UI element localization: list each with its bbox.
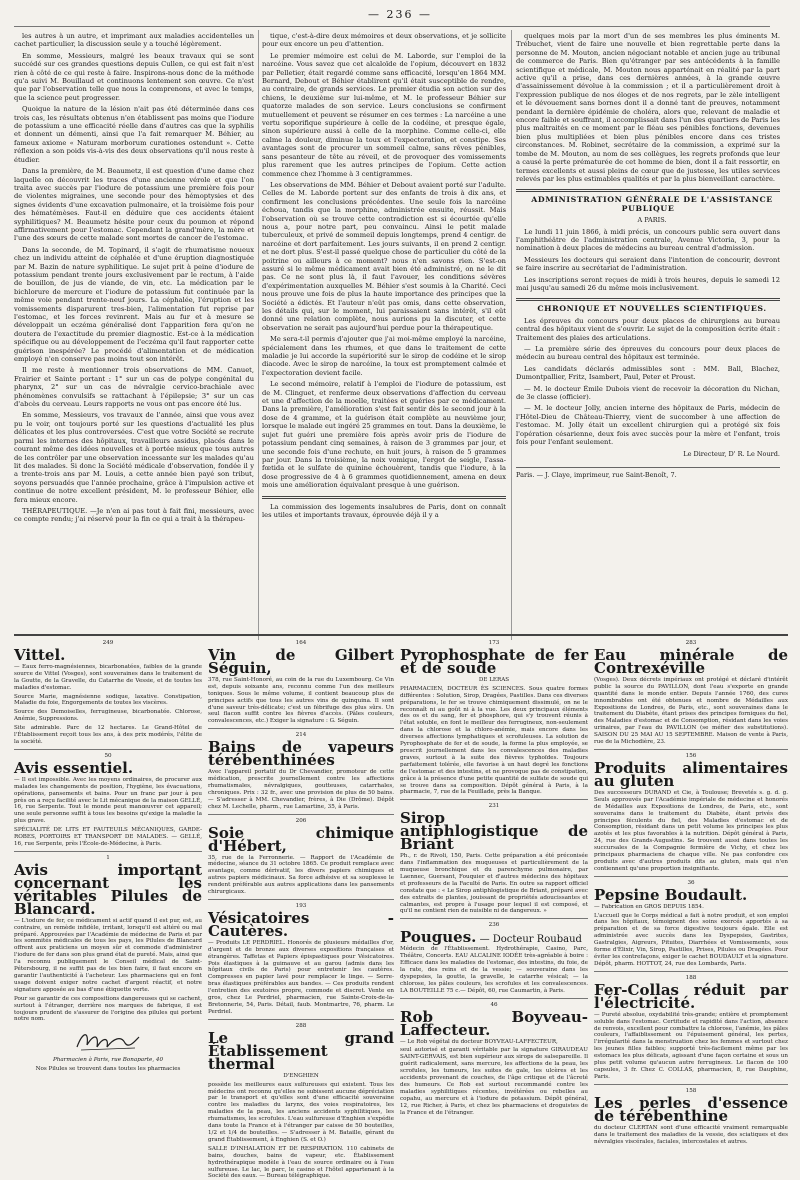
ad-text: possède les meilleures eaux sulfureuses qui existent. Tous les médecins ont reconnu qu'elles ne subissent aucune dépréciation par le transport et qu'elles sont d'une efficacité souveraine contre les maladies du larynx, des voies respiratoires, les maladies de la peau, les anciens accidents syphilitiques, les rhumatismes, les scrofules. L'eau sulfureuse d'Enghien s'expédie dans toute la France et à l'étranger par caisse de 50 bouteilles, 1/2 et 1/4 de bouteilles. — S'adresser à M. Bataille, gérant du grand Établissement, à Enghien (S. et O.) [208, 1081, 394, 1143]
ad-number: 158 [685, 1087, 697, 1094]
paragraph: — M. le docteur Émile Dubois vient de recevoir la décoration du Nichan, de 3e classe (officier). [516, 384, 780, 402]
ad-separator [400, 799, 588, 800]
signature-image [73, 1027, 143, 1053]
section-subheading: A PARIS. [637, 216, 667, 225]
ad-text: — Pureté absolue, oxydabilité très-grande; entière et promptement soluble dans l'estomac. Certitude et rapidité dans l'action, absence de renvois, excellent pour combattre la chlorose, l'anémie, les pâles couleurs, l'affaiblissement ou l'épuisement général, les pertes, l'irrégularité dans la menstruation chez les femmes et surtout chez les jeunes filles faibles; supporté très-facilement même par les estomacs les plus délicats, agissant d'une façon certaine et sous un plus petit volume qu'aucun autre ferrugineux. Le flacon de 100 capsules, 3 fr. Chez C. COLLAS, pharmacien, 8, rue Dauphine, Paris. [594, 1011, 788, 1080]
ad-column-4 [594, 640, 788, 1165]
paragraph: Les observations de MM. Béhier et Debout avaient porté sur l'adulte. Celles de M. Laborde portent sur des enfants de trois à dix ans, et confirment les conclusions précédentes. Une seule fois la narcéine échoua, tandis que la morphine, administrée ensuite, réussit. Mais l'observation où se trouve cette contradiction est si écourtée qu'elle nous a, pour notre part, peu convaincu. Ainsi le petit malade tuberculeux, et privé de sommeil depuis longtemps, prend 4 centigr. de narcéine et dort parfaitement. Les jours suivants, il en prend 2 centigr. et ne dort plus. S'est-il passé quelque chose de particulier du côté de la poitrine ou ailleurs à ce moment? nous n'en savons rien. S'est-on assuré si le même médicament avait bien été administré, on ne le dit pas. Ce ne sont plus là, il faut l'avouer, les conditions sévères d'expérimentation auxquelles M. Béhier s'est soumis à la Charité. Ceci nous prouve une fois de plus la haute importance des principes que la Société a édictés. Et l'auteur n'eût pas omis, dans cette observation, les détails qui, sur le moment, lui paraissaient sans intérêt, s'il eût donné une relation complète, nous aurions pu la discuter, et cette observation ne serait pas aujourd'hui perdue pour la thérapeutique. [262, 180, 506, 332]
ad-text: Site admirable. Parc de 12 hectares. Le Grand-Hôtel de l'Établissement reçoit tous les ans, à des prix modérés, l'élite de la société. [14, 725, 202, 745]
column-divider [511, 30, 512, 640]
advertisement-rule [14, 634, 788, 636]
ad-separator [594, 1084, 788, 1085]
ad-text: 378, rue Saint-Honoré, au coin de la rue du Luxembourg. Ce Vin est, depuis soixante ans, reconnu comme l'un des meilleurs toniques. Sous le même volume, il contient beaucoup plus de principes actifs que tous les autres vins de quinquina. Il sont d'une saveur très-délicate; c'est un fébrifuge des plus sûrs. Un seul flacon suffit contre les fièvres d'accès. (Pâles couleurs, convalescences, etc.) Exiger la signature : G. Séguin. [208, 676, 394, 725]
paragraph: Dans la seconde, de M. Topinard, il s'agit de rhumatisme noueux chez un individu atteint de céphalée et d'une éruption diagnostiquée par M. Bazin de nature syphilitique. Le sujet prit à peine d'iodure de potassium pendant trente jours exclusivement par le rectum, à l'aide de bouillon, de jus de viande, de vin, etc. La médication par le bichlorure de mercure et l'iodure de potassium fut continuée par la même voie pendant trente-neuf jours. La céphalée, l'éruption et les vomissements disparurent tres-bien, l'alimentation fut reprise par l'estomac, et les forces revinrent. Mais au fur et à mesure se développait un eczéma généralisé dont l'apparition fera qu'on ne doutera de l'exactitude du premier diagnostic. Est-ce à la médication spécifique ou au développement de l'eczéma qu'il faut rapporter cette guérison inespérée? Le procédé d'alimentation et de médication employé n'en conserve pas moins tout son intérêt. [14, 245, 254, 364]
ad-separator [208, 728, 394, 729]
ad-text: Source des Demoiselles, ferrugineuse, bicarbonatée. Chlorose, Anémie, Suppressions. [14, 709, 202, 723]
ad-title: Rob Boyveau-Laffecteur. [400, 1007, 588, 1039]
ad-text: PHARMACIEN, DOCTEUR ÈS SCIENCES. Sous quatre formes différentes : Solution, Sirop, Dragées, Pastilles. Dans ces diverses préparations, le fer se trouve chimiquement dissimulé, on ne le reconnaît ni au goût ni à la vue. Les deux principaux éléments des os et du sang, fer et phosphore, qui s'y trouvent réunis à l'état soluble, en font le meilleur des ferrugineux, non-seulement dans la chlorose et la chloro-anémie, mais encore dans les diverses affections lymphatiques et scrofuleuses. La solution de Pyrophosphate de fer et de soude, la forme la plus employée, se prescrit journellement dans les convalescences des maladies graves, surtout à la suite des fièvres typhoïdes. Toujours parfaitement tolérée, elle favorise à un haut degré les fonctions de l'estomac et des intestins, et ne provoque pas de constipation, grâce à la présence d'une petite quantité de sulfate de soude qui se trouve dans sa composition. Dépôt général à Paris, à la pharmacie, 7, rue de la Feuillade, près la Banque. [400, 685, 588, 796]
ad-number: 231 [488, 803, 500, 810]
ad-number: 188 [685, 974, 697, 981]
paragraph: Quoique la nature de la lésion n'ait pas été déterminée dans ces trois cas, les résultats obtenus n'en établissent pas moins que l'iodure de potassium a une efficacité réelle dans d'autres cas que la syphilis et donnent un démenti, ainsi que l'a fait remarquer M. Béhier, au fameux axiome « Naturam morborum curationes ostendunt ». Cette réflexion a son poids vis-à-vis des deux observations qu'il nous reste à étudier. [14, 105, 254, 164]
ad-text: — L'iodure de fer, ce médicament si actif quand il est pur, est, au contraire, un remède infidèle, irritant, lorsqu'il est altéré ou mal préparé. Approuvées par l'Académie de médecine de Paris et par les sommités médicales de tous les pays, les Pilules de Blancard offrent aux praticiens un moyen sûr et commode d'administrer l'iodure de fer dans son plus grand état de pureté. Mais, ainsi que l'a reconnu publiquement le Conseil médical de Saint-Pétersbourg, il ne suffit pas de les bien faire, il faut encore en garantir l'authenticité à l'acheteur. Les pharmaciens qui en font usage doivent exiger notre cachet d'argent réactif, et notre signature apposée au bas d'une étiquette verte. [14, 917, 202, 993]
ad-text: seul autorisé et garanti véritable par la signature GIRAUDEAU SAINT-GERVAIS, est bien supérieur aux sirops de salsepareille. Il guérit radicalement, sans mercure, les affections de la peau, les scrofules, les tumeurs, les suites de gale, les ulcères et les accidents provenant de couches, de l'âge critique et de l'âcreté des humeurs. Ce Rob est surtout recommandé contre les maladies syphilitiques récentes, invétérées ou rebelles au copahu, au mercure et à l'iodure de potassium. Dépôt général, 12, rue Richer, à Paris, et chez les pharmaciens et droguistes de la France et de l'étranger. [400, 1047, 588, 1116]
ad-separator [208, 899, 394, 900]
ad-title: Pepsine Boudault. [594, 885, 748, 904]
paragraph: tique, c'est-à-dire deux mémoires et deux observations, et je sollicite pour eux encore un peu d'attention. [262, 32, 506, 49]
ad-separator [14, 749, 202, 750]
ad-title: Bains de vapeurs térébenthinées [208, 738, 394, 770]
paragraph: Les épreuves du concours pour deux places de chirurgiens au bureau central des hôpitaux vient de s'ouvrir. Le sujet de la composition écrite était : Traitement des plaies des articulations. [516, 316, 780, 342]
column-3 [516, 32, 780, 642]
ad-separator [594, 876, 788, 877]
ad-separator [594, 749, 788, 750]
ad-number: 36 [687, 879, 695, 886]
ad-text: Nos Pilules se trouvent dans toutes les pharmacies [35, 1066, 181, 1073]
ad-title: Fer-Collas réduit par l'électricité. [594, 980, 788, 1012]
ad-title: Soie chimique d'Hébert, [208, 823, 394, 855]
ad-text: Ph., r. de Rivoli, 150, Paris. Cette préparation a été préconisée dans l'inflammation des muqueuses et particulièrement de la muqueuse bronchique et du parenchyme pulmonaire, par Laennec, Guersant, Fouquier et d'autres médecins des hôpitaux et professeurs de la Faculté de Paris. En outre sa rapport officiel constate que : « Le Sirop antiphlogistique de Briant, préparé avec des extraits de plantes, jouissant de propriétés adoucissantes et calmantes, est propre à l'usage pour lequel il est composé, et qu'il ne contient rien de nuisible ni de dangereux. » [400, 853, 588, 915]
ad-number: 46 [490, 1001, 498, 1008]
ad-title: Sirop antiphlogistique de Briant [400, 809, 588, 854]
paragraph: Il me reste à mentionner trois observations de MM. Canuet, Frairier et Sainte portant : 1° sur un cas de polype congénital du pharynx, 2° sur un cas de névralgie cervico-brachiale avec phénomènes convulsifs se rattachant à l'épilepsie; 3° sur un cas d'abcès du cerveau. Leurs rapports ne vous ont pas encore été lus. [14, 366, 254, 409]
ad-title: Les perles d'essence de térébenthine [594, 1093, 788, 1125]
ad-title: Vittel. [14, 645, 66, 664]
paragraph: — M. le docteur Jolly, ancien interne des hôpitaux de Paris, médecin de l'Hôtel-Dieu de Château-Thierry, vient de succomber à une affection de l'estomac. M. Jolly était un excellent chirurgien qui a protégé six fois l'opération césarienne, deux fois avec succès pour la mère et l'enfant, trois fois pour l'enfant seulement. [516, 404, 780, 447]
ad-text: 35, rue de la Ferronnerie. — Rapport de l'Académie de médecine, séance du 31 octobre 1865. Ce produit remplace avec avantage, comme dérivatif, les divers papiers chimiques et autres papiers médicinaux. Sa force adhésive et sa souplesse le rendent préférable aux autres applications dans les pansements chirurgicaux. [208, 854, 394, 896]
paragraph: les autres à un autre, et imprimant aux maladies accidentelles un cachet particulier, la discussion seule y a touché légèrement. [14, 32, 254, 49]
ad-text: SALLE D'INHALATION ET DE RESPIRATION. 110 cabinets de bains, douches, bains de vapeur, etc. Établissement hydrothérapique modèle à l'eau de source ordinaire ou à l'eau sulfureuse. Le lac, le parc, le casino et l'hôtel appartenant à la Société des eaux. — Bureau télégraphique. [208, 1145, 394, 1180]
section-label: THÉRAPEUTIQUE. [22, 506, 88, 515]
ad-separator [208, 814, 394, 815]
ad-number: 283 [685, 640, 697, 646]
paragraph: Le second mémoire, relatif à l'emploi de l'iodure de potassium, est de M. Clinguet, et renferme deux observations d'affection du cerveau et une d'affection de la moelle, traitées et guéries par ce médicament. Dans la première, l'amélioration s'est fait sentir dès le second jour à la dose de 4 gramme, et la guérison était complète au neuvième jour, lorsque le malade eut ingéré 25 grammes en tout. Dans la deuxième, le sujet fut guéri une première fois après avoir pris de l'iodure de potassium pendant cinq semaines, à raison de 3 grammes par jour, et une seconde fois d'une rechute, en huit jours, à raison de 5 grammes par jour. Dans la troisième, la noix vomique, l'ergot de seigle, l'assa-fœtida et le sulfate de quinine échouèrent, tandis que l'iodure, à la dose progressive de 4 à 6 grammes quotidiennement, amena en deux mois une amélioration équivalant presque à une guérison. [262, 380, 506, 490]
ad-text: SPÉCIALITÉ DE LITS ET FAUTEUILS MÉCANIQUES, GARDE-ROBES, PORTOIRS ET TRANSPORT DE MALADES. — GELLÉ, 16, rue Serpente, près l'École-de-Médecine, à Paris. [14, 827, 202, 847]
column-divider [258, 30, 259, 640]
paragraph: La commission des logements insalubres de Paris, dont on connaît les utiles et importants travaux, éprouvée déjà il y a [262, 502, 506, 519]
ad-subtitle: DE LERAS [478, 676, 510, 683]
paragraph [14, 507, 254, 524]
ad-title: Pougues. — Docteur Roubaud [400, 928, 582, 947]
divider [516, 298, 780, 301]
ad-number: 193 [295, 902, 307, 909]
section-heading: CHRONIQUE ET NOUVELLES SCIENTIFIQUES. [537, 304, 767, 314]
ad-text: Source Marie, magnésienne sodique, laxative. Constipation, Maladie du foie, Engorgements de toutes les viscères. [14, 693, 202, 707]
ad-title: Produits alimentaires au gluten [594, 758, 788, 790]
paragraph: Le premier mémoire est celui de M. Laborde, sur l'emploi de la narcéine. Vous savez que cet alcaloïde de l'opium, découvert en 1832 par Pelletier, était regardé comme sans efficacité, lorsqu'en 1864 MM. Bernard, Debout et Béhier établirent qu'il était susceptible de rendre, au contraire, de grands services. Le premier étudia son action sur des chiens, le deuxième sur lui-même, et M. le professeur Béhier sur quatorze malades de son service. Leurs conclusions se confirment mutuellement et peuvent se résumer en ces termes : La narcéine a une vertu soporifique supérieure à celle de la codéine, et presque égale, sinon supérieure aussi à celle de la morphine. Comme celle-ci, elle calme la douleur, diminue la toux et l'expectoration, et constipe. Ses avantages sont de procurer un sommeil calme, sans rêves pénibles, sans pesanteur de tête au réveil, et de provoquer des vomissements plus rarement que les autres principes de l'opium. Cette action commence chez l'homme à 3 centigrammes. [262, 51, 506, 178]
column-2 [262, 32, 506, 630]
paragraph: En somme, Messieurs, malgré les beaux travaux qui se sont succédé sur ces grandes questions depuis Cullen, ce qui est fait n'est rien à côté de ce qui reste à faire. Inspirons-nous donc de la méthode qu'a suivi M. Bouillaud et continuons lentement son œuvre. Ce n'est que par l'observation telle que nous la comprenons, et avec le temps, que la science peut progresser. [14, 51, 254, 102]
paragraph: Messieurs les docteurs qui seraient dans l'intention de concourir, devront se faire inscrire au secrétariat de l'administration. [516, 255, 780, 273]
ad-separator [208, 1019, 394, 1020]
ad-text: Pour se garantir de ces compositions dangereuses qui se cachent, surtout à l'étranger, derrière nos marques de fabrique, il est toujours prudent de s'assurer de l'origine des pilules qui portent notre nom. [14, 995, 202, 1023]
ad-separator [400, 998, 588, 999]
ad-separator [594, 971, 788, 972]
ad-number: 249 [102, 640, 114, 646]
ad-number: 50 [104, 752, 112, 759]
ad-text: Des successeurs DURAND et Cie, à Toulouse; Brevetés s. g. d. g. Seuls approuvés par l'Académie impériale de médecine et honorés de Médailles aux Expositions de Londres, de Paris, etc., sont souverains dans le traitement du Diabète, étant privés des principes féculents du fiel, des Maladies d'estomac et de Consomption, résidant dans un petit volume les principes les plus azotés et les plus favorables à la nutrition. Dépôt général à Paris, 24, rue des Grands-Augustins. Se trouvent aussi dans toutes les succursales de la Compagnie fermière de Vichy, et chez les principaux pharmaciens de chaque ville. Ne pas confondre ces produits avec d'autres produits dits au gluten, mais qui n'en contiennent qu'une proportion insignifiante. [594, 789, 788, 872]
ad-text: — Produits LE PERDRIEL. Honorés de plusieurs médailles d'or, d'argent et de bronze aux diverses expositions françaises et étrangères. Taffetas et Papiers épispastiques pour Vésicatoires. Pois élastiques à la guimauve et au garou (admis dans les hôpitaux civils de Paris) pour entretenir les cautères. Compresses en papier lavé pour remplacer le linge. — Serre-bras élastiques préférables aux bandes. — Ces produits rendent l'entretien des exutoires propre, commode et discret. Vente en gros, chez Le Perdriel, pharmacien, rue Sainte-Croix-de-la-Bretonnerie, 54, Paris. Détail, faub. Montmartre, 76, pharm. Le Perdriel. [208, 939, 394, 1015]
page-number: — 236 — [368, 8, 432, 21]
printer-imprint: Paris. — J. Claye, imprimeur, rue Saint-Benoît, 7. [516, 467, 780, 479]
column-1 [14, 32, 254, 630]
ad-column-2 [208, 640, 394, 1180]
ad-number: 236 [488, 922, 500, 929]
ad-subtitle: — Fabrication en GROS DEPUIS 1854. [594, 903, 704, 910]
paragraph: — La première série des épreuves du concours pour deux places de médecin au bureau central des hôpitaux est terminée. [516, 345, 780, 362]
section-heading: ADMINISTRATION GÉNÉRALE DE L'ASSISTANCE PUBLIQUE [531, 195, 773, 213]
editor-signature: Le Directeur, D' R. Le Nourd. [683, 450, 780, 459]
ad-text: Pharmacien à Paris, rue Bonaparte, 40 [52, 1057, 164, 1064]
ad-separator [400, 918, 588, 919]
ad-title: Eau minérale de Contrexéville [594, 645, 788, 677]
ad-text: — Il est impossible. Avec les moyens ordinaires, de procurer aux malades les changements de position, l'hygiène, les évacuations, opérations, pansements et bains. Pour un franc par jour à peu près on a reçu facilité avec le Lit mécanique de la maison GELLÉ, 16, rue Serpente. Tout le monde peut manœuvrer cet appareil; une seule personne suffit à tous les besoins qu'exige la maladie la plus grave. [14, 776, 202, 825]
ad-number: 214 [295, 732, 307, 739]
ad-number: 206 [295, 817, 307, 824]
paragraph: Les inscriptions seront reçues de midi à trois heures, depuis le samedi 12 mai jusqu'au samedi 26 du même mois inclusivement. [516, 275, 780, 292]
ad-number: 156 [685, 752, 697, 759]
ad-text: (Vosges). Deux décrets impériaux ont protégé et déclaré d'intérêt public la source du PAVILLON, dont l'eau s'exporte en grande quantité dans le monde entier. Depuis l'année 1760, des cures innombrables ont été obtenues et nombre de Médailles aux Expositions de Londres, de Paris, etc., sont souveraines dans le traitement du Diabète, étant prises des principes forniques du fiel, des Maladies d'estomac et de Consomption, résidant dans les voies urinaires, par l'eau du PAVILLON (se méfier des substitutions). SAISON DU 25 MAI AU 15 SEPTEMBRE. Maison de vente à Paris, rue de la Michodière, 23. [594, 676, 788, 746]
ad-number: 164 [295, 640, 307, 646]
ad-text: L'accueil que le Corps médical a fait à notre produit, et son emploi dans les hôpitaux, témoignent des soins exercés apportés à sa préparation et de sa force digestive toujours égale. Elle est administrée avec succès dans les Dyspepsies, Gastrites, Gastralgies, Aigreurs, Pituites, Diarrhées et Vomissements, sous forme d'Élixir, Vin, Sirop, Pastilles, Prises, Pilules ou Dragées. Pour éviter les contrefaçons, exiger le cachet BOUDAULT et la signature. Dépôt, pharm. HOTTOT, 24, rue des Lombards, Paris. [594, 912, 788, 967]
ad-separator [14, 851, 202, 852]
ad-number: 173 [488, 640, 500, 646]
paragraph: Me sera-t-il permis d'ajouter que j'ai moi-même employé la narcéine, spécialement dans les rhumes, et que dans le traitement de cette maladie je lui accorde la supériorité sur le sirop de codéine et le sirop diacode. Avec le sirop de narcéine, la toux est promptement calmée et l'expectoration devient facile. [262, 335, 506, 377]
ad-subtitle: D'ENGHIEN [283, 1072, 319, 1079]
paragraph: En somme, Messieurs, vos travaux de l'année, ainsi que vous avez pu le voir, ont toujours porté sur les questions d'actualité les plus délicates et les plus controversées. C'est que votre Société se recrute parmi les internes des hôpitaux, travailleurs assidus, placés dans le courant même des idées nouvelles et à portée mieux que tous autres de les contrôler par une observation incessante sur les malades qu'au lit des malades. Si donc la Société médicale d'observation, fondée il y a trente-trois ans par M. Louis, a cette année bien payé son tribut, soyons persuadés que l'année prochaine, grâce à l'impulsion active et continue de notre excellent président, M. le professeur Béhier, elle fera mieux encore. [14, 411, 254, 504]
ad-title: Pyrophosphate de fer et de soude [400, 645, 588, 677]
ad-column-1 [14, 640, 202, 1165]
paragraph: Les candidats déclarés admissibles sont : MM. Ball, Blachez, Dumontpallier, Fritz, Isambert, Paul, Peter et Proust. [516, 364, 780, 382]
divider [516, 189, 780, 192]
paragraph: Le lundi 11 juin 1866, à midi précis, un concours public sera ouvert dans l'amphithéâtre de l'administration centrale, Avenue Victoria, 3, pour la nomination à deux places de médecins au bureau central d'admission. [516, 227, 780, 253]
paragraph: quelques mois par la mort d'un de ses membres les plus éminents M. Trébuchet, vient de faire une nouvelle et bien regrettable perte dans la personne de M. Mouton, ancien négociant notable et ancien juge au tribunal de commerce de Paris. Bien qu'étranger par ses antécédents à la famille scientifique et médicale, M. Mouton nous apparténait en réalité par la part active qu'il a prise, dans ces dernières années, à la grande œuvre d'assainissement dévolue à la commission ; et il a particulièrement droit à l'expression publique de nos éloges et de nos regrets, par le zèle intelligent et le dévouement sans bornes dont il a donné tant de preuves, notamment pendant la dernière épidémie de choléra, alors que, relevant de maladie et encore faible et souffrant, il accomplissait dans l'un des quartiers de Paris les plus maltraités en ce moment par le fléau ses pénibles fonctions, devenues bien plus multipliées et bien plus pénibles encore dans ces tristes circonstances. M. Robinet, secrétaire de la commission, a exprimé sur la tombe de M. Mouton, au nom de ses collègues, les regrets profonds que leur a causé la perte prématurée de cet homme de bien, dont il a fait ressortir, en termes excellents et aussi pleins de cœur que de justesse, les utiles services relevés par les plus estimables qualités et par la plus bienveillant caractère. [516, 32, 780, 183]
ad-title: Le grand Établissement thermal [208, 1028, 394, 1073]
ad-title: Vin de Gilbert Séguin, [208, 645, 394, 677]
ad-number: 1 [106, 854, 110, 861]
paragraph-text: —Je n'en ai pas tout à fait fini, messieurs, avec ce compte rendu; j'ai réservé pour la fin ce qui a trait à la thérapeu- [14, 506, 254, 524]
ad-number: 288 [295, 1022, 307, 1029]
ad-text: du docteur CLERTAN sont d'une efficacité vraiment remarquable dans le traitement des maladies de la vessie, des sciatiques et des névralgies viscérales, faciales, intercostales et autres. [594, 1124, 788, 1145]
divider [262, 496, 506, 499]
paragraph: Dans la première, de M. Beaumetz, il est question d'une dame chez laquelle on découvrit les traces d'une ancienne vérole et que l'on traita avec succès par l'iodure de potassium une première fois pour de violentes migraines, une seconde pour des hémoptysies et des signes évidents d'une excavation pulmonaire, et la troisième fois pour des hématémèses. Faut-il en déduire que ces accidents étaient syphilitiques? M. Beaumetz hésite pour ceux du poumon et répond affirmativement pour l'estomac. Cependant la grand'mère, la mère et l'une des sœurs de cette malade sont mortes de cancer de l'estomac. [14, 167, 254, 243]
ad-text: Avec l'appareil portatif du Dr Chevandier, promoteur de cette médication, prescrite journellement contre les affections rhumatismales, névralgiques, goutteuses, catarrhales, chroniques. Prix : 32 fr., avec une provision de plus de 50 bains. — S'adresser à MM. Chevandier, frères, à Die (Drôme). Dépôt chez M. Lechelle, pharm., rue Lamartine, 35, à Paris. [208, 769, 394, 810]
header-rule [14, 26, 770, 27]
ad-title: Avis important concernant les véritables Pilules de Blancard. [14, 860, 202, 918]
ad-subtitle: — Le Rob végétal du docteur BOYVEAU-LAFFECTEUR, [400, 1038, 558, 1045]
ad-text: Médecin de l'Établissement. Hydrothérapie, Casino, Parc, Théâtre, Concerts. EAU ALCALINE IODÉE très-agréable à boire : Efficace dans les maladies de l'estomac, des intestins, du foie, de la rate, des reins et de la vessie; — souveraine dans les dyspepsies, la goutte, la gravelle, le catarrhe vésical; — la chlorose, les pâles couleurs, les scrofules et les convalescences. LA BOUTEILLE 75 c.— Dépôt, 60, rue Caumartin, à Paris. [400, 946, 588, 994]
ad-title: Vésicatoires - Cautères. [208, 908, 394, 940]
ad-text: — Eaux ferro-magnésiennes, bicarbonatées, faibles de la grande source de Vittel (Vosges), sont souveraines dans le traitement de la Goutte, de la Gravelle, du Catarrhe de Vessie, et de toutes les maladies d'estomac. [14, 663, 202, 691]
ad-column-3 [400, 640, 588, 1165]
ad-title: Avis essentiel. [14, 758, 134, 777]
